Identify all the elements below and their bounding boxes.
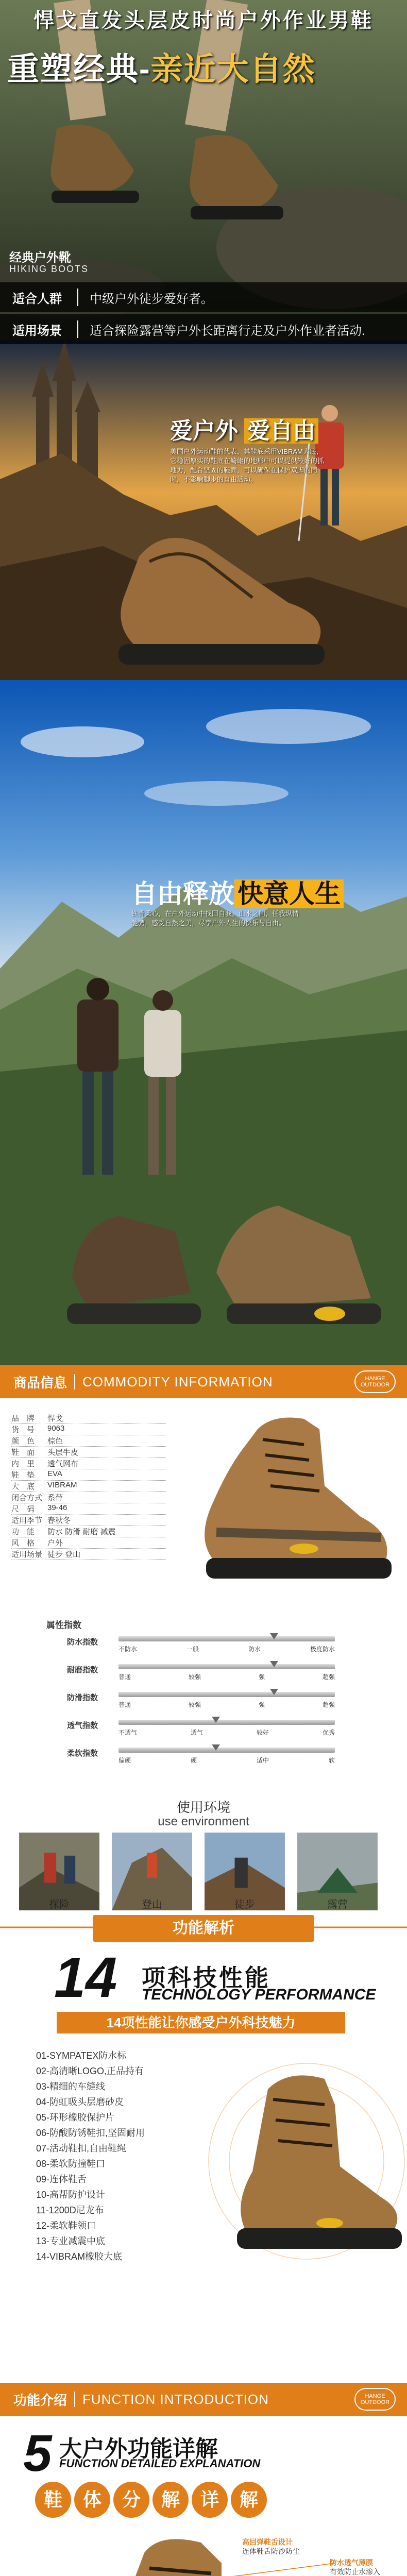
function-badge: 解 [231,2482,267,2518]
spec-table-value: 春秋冬 [47,1516,71,1525]
meter-tick-label: 软 [328,1757,335,1764]
meter-tick-label: 较强 [188,1673,201,1681]
tech-list-item: 08-柔软防撞鞋口 [36,2159,106,2169]
tech-list-item: 12-柔软鞋领口 [36,2221,96,2231]
meter-tick-label: 较好 [256,1729,269,1736]
spec-table-key: 鞋 面 [11,1448,35,1457]
function-big-number: 5 [23,2425,52,2482]
freedom-title-part2: 快意人生 [234,879,344,908]
spec-table-row [11,1447,166,1458]
spec-table-key: 内 里 [11,1460,35,1468]
property-meter [67,1717,355,1736]
tech-big-number: 14 [54,1946,117,2009]
meter-label: 防水指数 [67,1638,98,1647]
spec-key: 适合人群 [12,292,62,306]
spec-table-row [11,1435,166,1447]
love-title [170,412,318,445]
meter-tick-label: 超强 [322,1673,335,1681]
meter-marker [270,1633,278,1639]
freedom-section [0,680,407,1365]
tech-list-item: 07-活动鞋扣,自由鞋绳 [36,2143,127,2154]
meter-ticks [118,1756,335,1765]
env-label-climb: 登山 [142,1899,162,1910]
tech-list-item: 11-1200D尼龙布 [36,2205,104,2215]
meter-label: 柔软指数 [67,1749,98,1758]
meter-tick-label: 偏硬 [118,1757,131,1764]
top-banner-text: 悍戈直发头层皮时尚户外作业男鞋 [33,8,374,32]
header-zh: 商品信息 [13,1375,67,1391]
tech-list-item: 03-精细的车缝线 [36,2081,106,2092]
spec-table-row [11,1492,166,1503]
spec-table-row [11,1549,166,1560]
spec-table-value: 棕色 [47,1437,63,1446]
function-title-en: FUNCTION DETAILED EXPLANATION [59,2457,261,2470]
spec-table [11,1413,166,1560]
spec-table-key: 适用场景 [11,1550,43,1559]
meter-label: 耐磨指数 [67,1666,98,1674]
meter-bar [118,1636,335,1641]
freedom-title-part1: 自由释放 [131,879,234,908]
meter-tick-label: 普通 [118,1673,131,1681]
function-badges [35,2482,270,2518]
spec-table-value: EVA [47,1469,62,1478]
function-title-zh: 大户外功能详解 [59,2436,218,2462]
meters-title: 属性指数 [46,1620,81,1630]
function-badge: 体 [74,2482,110,2518]
meter-tick-label: 强 [258,1701,265,1708]
env-label-hike: 徒步 [234,1899,255,1910]
subtitle-en: HIKING BOOTS [9,264,89,274]
callout-title: 高回弹鞋舌设计 [242,2538,293,2546]
function-header [0,2383,407,2416]
meter-tick-label: 较强 [188,1701,201,1708]
function-badge: 详 [192,2482,228,2518]
spec-value: 适合探险露营等户外长距离行走及户外作业者活动. [90,324,365,338]
spec-table-value: 户外 [47,1539,63,1548]
tech-list-item: 10-高帮防护设计 [36,2190,106,2200]
env-label-camp: 露营 [327,1899,348,1910]
top-banner [0,0,407,31]
spec-table-value: 头层牛皮 [47,1448,79,1457]
tech-list-item: 04-防虹吸头层磨砂皮 [36,2097,124,2107]
headline-part2: 亲近大自然 [150,52,316,87]
tech-list-item: 13-专业减震中底 [36,2236,106,2246]
spec-table-row [11,1526,166,1537]
meter-label: 透气指数 [67,1721,98,1730]
tech-title-zh: 项科技性能 [142,1964,270,1991]
meter-tick-label: 一般 [186,1646,199,1653]
spec-table-row [11,1515,166,1526]
spec-table-value: 防水 防滑 耐磨 减震 [47,1528,116,1536]
property-meter [67,1689,355,1708]
subtitle-zh: 经典户外靴 [9,251,71,265]
spec-table-value: 徒步 登山 [47,1550,81,1559]
spec-table-key: 鞋 垫 [11,1471,35,1480]
tech-title-en: TECHNOLOGY PERFORMANCE [142,1986,376,2003]
spec-table-row [11,1413,166,1424]
header-divider [74,2392,75,2407]
tech-section [0,1914,407,2383]
meter-tick-label: 超强 [322,1701,335,1708]
spec-table-key: 颜 色 [11,1437,35,1446]
function-badge: 鞋 [35,2482,71,2518]
spec-table-value: 悍戈 [47,1414,63,1423]
brand-logo: HANGE OUTDOOR [354,1370,396,1393]
spec-row-scene [0,314,407,344]
product-boot-illustration [185,1409,402,1594]
spec-table-row [11,1503,166,1515]
love-title-part2: 爱自由 [244,418,318,444]
tech-list [36,2048,145,2264]
meter-tick-label: 强 [258,1673,265,1681]
spec-table-row [11,1458,166,1469]
meter-marker [212,1717,220,1723]
love-title-part1: 爱户外 [170,418,245,444]
tech-bar: 功能解析 [93,1915,314,1942]
meter-bar [118,1664,335,1669]
function-badge: 解 [152,2482,189,2518]
tech-list-item: 09-连体鞋舌 [36,2174,87,2184]
meter-tick-label: 普通 [118,1701,131,1708]
spec-table-row [11,1537,166,1549]
tech-tagline: 14项性能让你感受户外科技魅力 [57,2012,345,2033]
meter-bar [118,1692,335,1697]
meter-ticks [118,1700,335,1709]
hero-section [0,0,407,680]
love-text: 美国户外运动鞋的代表，其鞋底采用VIBRAM大底，它稳固厚实的鞋底在崎岖的地形中可以提供较好的抓地力，配合坚固的鞋面，可以确保在保护双脚的同时，不影响脚步的自由活动。 [170,448,325,483]
spec-table-key: 闭合方式 [11,1494,43,1502]
spec-table-row [11,1469,166,1481]
spec-table-key: 适用季节 [11,1516,43,1525]
callout-title: 防水透气薄膜 [330,2558,373,2567]
freedom-text: 铁骨柔心，在户外运动中找回自我。山水之间，任我纵情驰骋，感受自然之美，尽享户外人生的快乐与自由。 [131,910,299,927]
spec-table-row [11,1481,166,1492]
meter-marker [270,1661,278,1667]
spec-table-key: 风 格 [11,1539,35,1548]
hero-headline [7,43,316,89]
meter-tick-label: 不防水 [118,1646,138,1653]
env-title-zh: 使用环境 [176,1800,230,1815]
meter-ticks [118,1728,335,1737]
spec-key: 适用场景 [12,324,62,338]
header-divider [74,1374,75,1389]
spec-table-value: 39-46 [47,1503,67,1512]
meter-tick-label: 防水 [248,1646,261,1653]
tech-list-item: 06-防酸防锈鞋扣,坚固耐用 [36,2128,145,2138]
tech-list-item: 14-VIBRAM橡胶大底 [36,2251,123,2262]
property-meter [67,1633,355,1653]
spec-table-key: 货 号 [11,1426,35,1434]
tech-list-item: 05-环形橡胶保护片 [36,2112,115,2123]
spec-table-value: 系带 [47,1494,63,1502]
spec-table-value: 9063 [47,1424,65,1433]
meter-tick-label: 不透气 [118,1729,138,1736]
function-badge: 分 [113,2482,149,2518]
spec-separator [77,320,78,338]
meter-tick-label: 适中 [256,1757,269,1764]
meter-ticks [118,1672,335,1681]
callout-membrane [330,2558,402,2576]
tech-list-item: 02-高清晰LOGO,正品持有 [36,2066,144,2076]
header-zh: 功能介绍 [13,2392,67,2408]
meter-tick-label: 优秀 [322,1729,335,1736]
meter-tick-label: 极度防水 [310,1646,335,1653]
spec-table-row [11,1424,166,1435]
property-meter [67,1744,355,1764]
meter-bar [118,1720,335,1725]
tech-list-item: 01-SYMPATEX防水标 [36,2050,127,2061]
product-info-section [0,1365,407,1914]
header-en: COMMODITY INFORMATION [82,1374,273,1389]
header-en: FUNCTION INTRODUCTION [82,2391,269,2407]
spec-row-audience [0,282,407,312]
meter-bar [118,1748,335,1753]
spec-table-key: 品 牌 [11,1414,35,1423]
spec-value: 中级户外徒步爱好者。 [90,292,213,306]
meter-label: 防滑指数 [67,1693,98,1702]
property-meter [67,1661,355,1681]
env-title-en: use environment [158,1815,249,1828]
product-info-header [0,1365,407,1398]
spec-separator [77,289,78,306]
freedom-title [131,873,344,910]
meter-tick-label: 透气 [190,1729,203,1736]
spec-table-value: VIBRAM [47,1481,77,1489]
spec-table-key: 大 底 [11,1482,35,1491]
callout-text: 有效防止水渗入 [330,2568,380,2576]
env-label-explore: 探险 [49,1899,70,1910]
meter-ticks [118,1645,335,1653]
brand-logo: HANGE OUTDOOR [354,2388,396,2411]
meter-tick-label: 硬 [190,1757,197,1764]
meter-marker [212,1744,220,1751]
headline-part1: 重塑经典- [7,52,151,87]
callout-text: 连体鞋舌防沙防尘 [242,2547,300,2555]
spec-table-key: 尺 码 [11,1505,35,1514]
function-section [0,2383,407,2576]
meter-marker [270,1689,278,1695]
property-meters [67,1633,355,1772]
spec-table-value: 透气网布 [47,1460,79,1468]
callout-tongue [242,2537,319,2556]
spec-table-key: 功 能 [11,1528,35,1536]
freedom-background-illustration [0,680,407,1365]
